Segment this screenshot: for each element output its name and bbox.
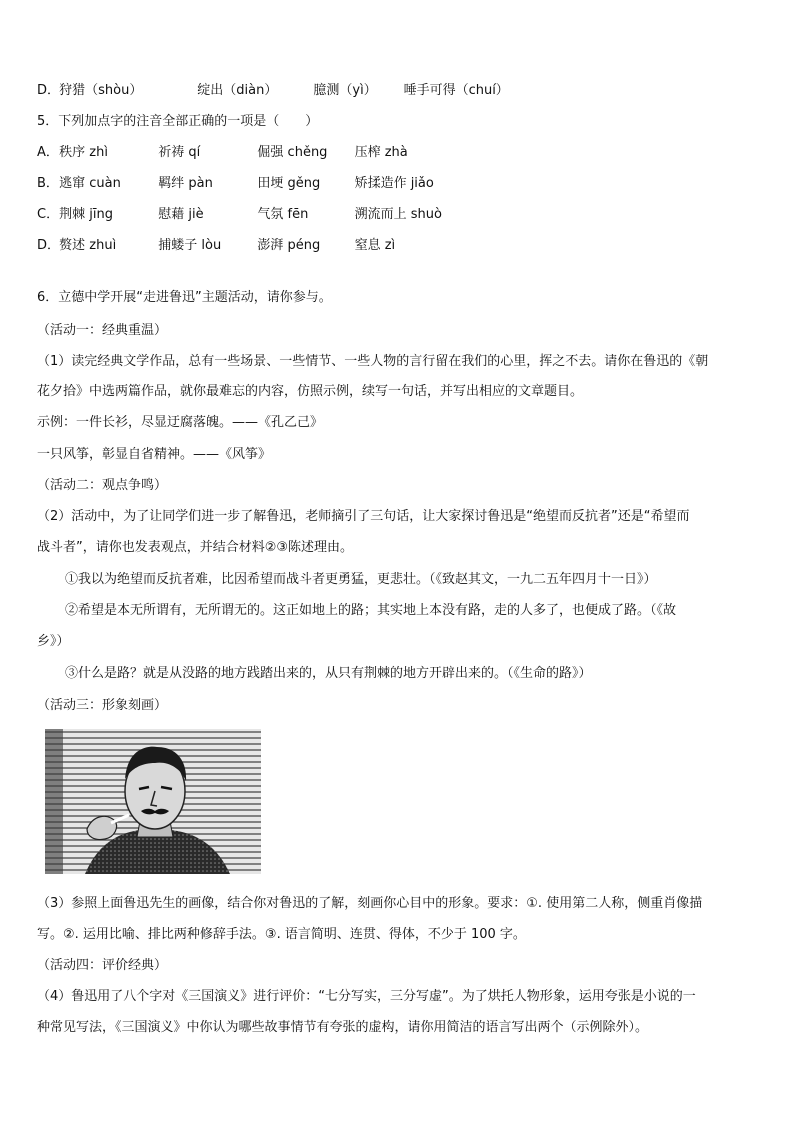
q5-option-a	[37, 144, 408, 162]
quote-2-line1: ②希望是本无所谓有，无所谓无的。这正如地上的路；其实地上本没有路，走的人多了，也便成了路。（《故	[65, 603, 677, 618]
option-item: 窒息 zì	[354, 238, 396, 253]
q6-stem: 6．立德中学开展“走进鲁迅”主题活动，请你参与。	[37, 290, 332, 305]
q6-part1-line1: （1）读完经典文学作品，总有一些场景、一些情节、一些人物的言行留在我们的心里，挥之不去。请你在鲁迅的《朝	[37, 354, 709, 369]
q6-part4-line1: （4）鲁迅用了八个字对《三国演义》进行评价：“七分写实，三分写虚”。为了烘托人物形象，运用夸张是小说的一	[37, 989, 696, 1004]
portrait-sketch-icon	[45, 729, 261, 874]
option-item: 慰藉 jiè	[158, 207, 204, 222]
quote-3: ③什么是路？就是从没路的地方践踏出来的，从只有荆棘的地方开辟出来的。（《生命的路》）	[65, 666, 592, 681]
option-item: 羁绊 pàn	[158, 176, 213, 191]
option-item: 逃窜 cuàn	[59, 176, 121, 191]
option-item: 澎湃 péng	[257, 238, 321, 253]
option-letter: C．	[37, 207, 60, 222]
option-item: 荆棘 jīng	[59, 207, 113, 222]
option-item: 倔强 chěng	[257, 145, 328, 160]
quote-2-line2: 乡》）	[37, 634, 70, 649]
option-item: 气氛 fēn	[257, 207, 309, 222]
activity-3-heading: （活动三：形象刻画）	[37, 698, 168, 713]
option-item: 压榨 zhà	[354, 145, 408, 160]
q6-part1-line2: 花夕拾》中选两篇作品，就你最难忘的内容，仿照示例，续写一句话，并写出相应的文章题目。	[37, 384, 584, 399]
lu-xun-portrait-image	[45, 729, 261, 874]
option-letter: B．	[37, 176, 59, 191]
q6-part4-line2: 种常见写法，《三国演义》中你认为哪些故事情节有夸张的虚构，请你用简洁的语言写出两个（示例除外）。	[37, 1020, 649, 1035]
q6-part2-line1: （2）活动中，为了让同学们进一步了解鲁迅，老师摘引了三句话，让大家探讨鲁迅是“绝望而反抗者”还是“希望而	[37, 509, 690, 524]
q5-option-b	[37, 175, 434, 193]
option-item: 捕蝼子 lòu	[158, 238, 222, 253]
option-item: 赘述 zhuì	[59, 238, 117, 253]
option-letter: D．	[37, 238, 61, 253]
option-item: 秩序 zhì	[59, 145, 108, 160]
q5-option-c	[37, 206, 442, 224]
q6-part3-line2: 写。②. 运用比喻、排比两种修辞手法。③. 语言简明、连贯、得体，不少于 100 字。	[37, 927, 526, 942]
activity-4-heading: （活动四：评价经典）	[37, 958, 168, 973]
option-item: 唾手可得（chuí）	[403, 83, 509, 98]
activity-1-heading: （活动一：经典重温）	[37, 323, 168, 338]
option-letter: D．	[37, 83, 61, 98]
option-item: 臆测（yì）	[313, 83, 377, 98]
option-item: 溯流而上 shuò	[354, 207, 442, 222]
option-item: 矫揉造作 jiǎo	[354, 176, 434, 191]
example-line-1: 示例：一件长衫，尽显迂腐落魄。——《孔乙己》	[37, 415, 324, 430]
q5-stem: 5．下列加点字的注音全部正确的一项是（ ）	[37, 114, 319, 129]
option-letter: A．	[37, 145, 59, 160]
q6-part3-line1: （3）参照上面鲁迅先生的画像，结合你对鲁迅的了解，刻画你心目中的形象。要求：①. 使用第二人称，侧重肖像描	[37, 896, 703, 911]
example-line-2: 一只风筝，彰显自省精神。——《风筝》	[37, 447, 272, 462]
quote-1: ①我以为绝望而反抗者难，比因希望而战斗者更勇猛，更悲壮。（《致赵其文，一九二五年四月十一日》）	[65, 572, 657, 587]
q6-part2-line2: 战斗者”，请你也发表观点，并结合材料②③陈述理由。	[37, 540, 354, 555]
option-item: 田埂 gěng	[257, 176, 321, 191]
option-item: 绽出（diàn）	[197, 83, 278, 98]
q4-option-d	[37, 82, 509, 100]
option-item: 狩猎（shòu）	[59, 83, 143, 98]
activity-2-heading: （活动二：观点争鸣）	[37, 478, 168, 493]
q5-option-d	[37, 237, 395, 255]
option-item: 祈祷 qí	[158, 145, 201, 160]
